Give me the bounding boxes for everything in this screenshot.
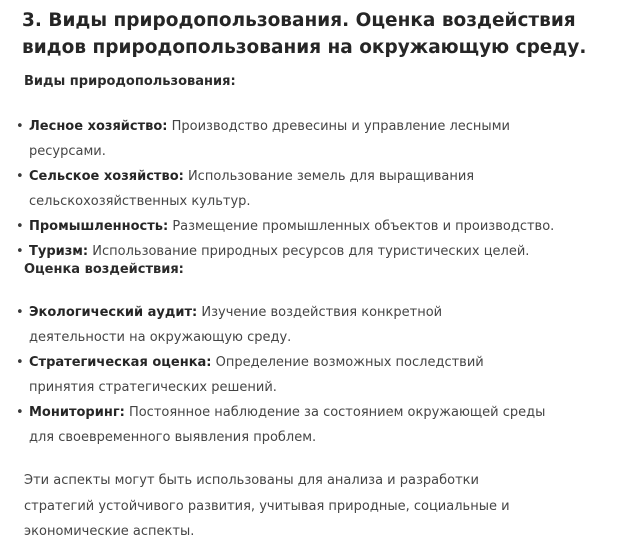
list-item <box>0 214 627 239</box>
conclusion-paragraph: Эти аспекты могут быть использованы для анализа и разработки стратегий устойчивого развития, учитывая природные, социальные и экономические аспекты. <box>24 473 510 539</box>
list-item-term: Лесное хозяйство: <box>29 119 168 134</box>
bullet-icon: • <box>16 305 24 320</box>
list-item-term: Промышленность: <box>29 219 169 234</box>
list-item <box>0 164 627 214</box>
list-item-term: Сельское хозяйство: <box>29 169 184 184</box>
list-item-text: Изучение воздействия конкретной деятельности на окружающую среду. <box>29 305 443 345</box>
section-title-assessment: Оценка воздействия: <box>24 262 184 277</box>
assessment-list <box>0 300 627 450</box>
list-item-term: Экологический аудит: <box>29 305 198 320</box>
bullet-icon: • <box>16 355 24 370</box>
section-title-types: Виды природопользования: <box>24 74 236 89</box>
list-item <box>0 114 627 164</box>
types-list <box>0 114 627 264</box>
bullet-icon: • <box>16 244 24 259</box>
list-item-term: Мониторинг: <box>29 405 125 420</box>
list-item-term: Стратегическая оценка: <box>29 355 212 370</box>
bullet-icon: • <box>16 405 24 420</box>
list-item <box>0 300 627 350</box>
bullet-icon: • <box>16 219 24 234</box>
document-heading: 3. Виды природопользования. Оценка воздействия видов природопользования на окружающую среду. <box>22 10 587 58</box>
list-item-text: Использование земель для выращивания сельскохозяйственных культур. <box>29 169 475 209</box>
list-item-text: Размещение промышленных объектов и производство. <box>168 219 555 234</box>
list-item-term: Туризм: <box>29 244 89 259</box>
bullet-icon: • <box>16 169 24 184</box>
list-item-text: Постоянное наблюдение за состоянием окружающей среды для своевременного выявления проблем. <box>29 405 546 445</box>
list-item <box>0 350 627 400</box>
list-item-text: Использование природных ресурсов для туристических целей. <box>88 244 530 259</box>
list-item-text: Производство древесины и управление лесными ресурсами. <box>29 119 510 159</box>
list-item <box>0 400 627 450</box>
list-item-text: Определение возможных последствий принятия стратегических решений. <box>29 355 484 395</box>
bullet-icon: • <box>16 119 24 134</box>
